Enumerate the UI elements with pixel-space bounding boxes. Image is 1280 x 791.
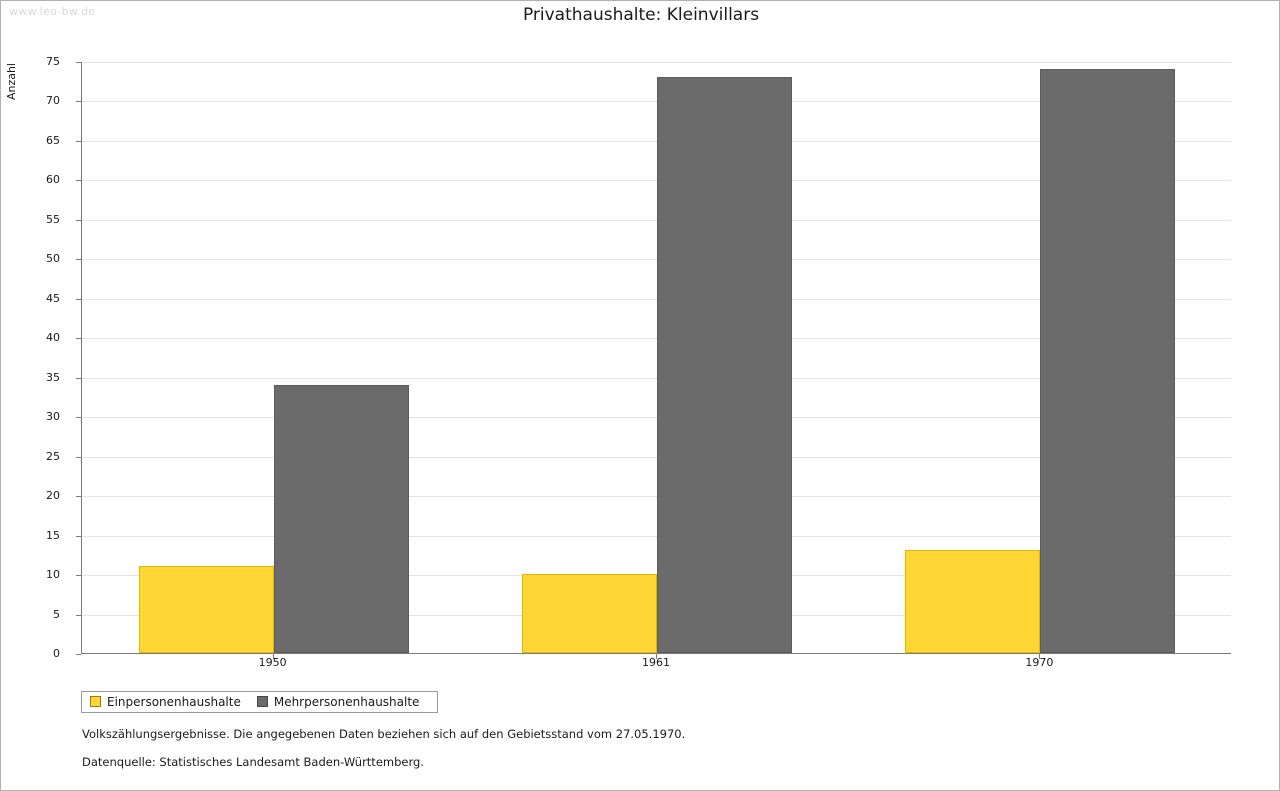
y-tick-label: 30 (46, 410, 60, 424)
bar-1950-multi[interactable] (274, 385, 409, 653)
footnote-source: Datenquelle: Statistisches Landesamt Baden-Württemberg. (82, 755, 424, 769)
y-tick-label: 65 (46, 133, 60, 147)
chart-title: Privathaushalte: Kleinvillars (522, 5, 760, 25)
y-tick-mark (76, 654, 81, 655)
bar-1970-single[interactable] (905, 550, 1040, 653)
y-tick-label: 10 (46, 568, 60, 582)
y-tick-label: 15 (46, 528, 60, 542)
y-tick-label: 20 (46, 489, 60, 503)
legend-swatch-icon (90, 696, 101, 707)
y-axis-label: Anzahl (5, 63, 18, 101)
legend-item-multi[interactable] (257, 695, 420, 709)
y-tick-label: 0 (53, 647, 60, 660)
plot-area (81, 62, 1231, 654)
bar-1961-multi[interactable] (657, 77, 792, 653)
legend-label: Einpersonenhaushalte (107, 694, 241, 709)
bar-1961-single[interactable] (522, 574, 657, 653)
x-tick-label: 1970 (1025, 656, 1054, 669)
chart-legend (81, 691, 438, 713)
y-tick-label: 35 (46, 370, 60, 384)
legend-label: Mehrpersonenhaushalte (273, 694, 420, 709)
x-tick-label: 1950 (258, 656, 287, 669)
legend-item-single[interactable] (90, 695, 241, 709)
x-tick-label: 1961 (642, 656, 670, 669)
watermark: www.leo-bw.de (9, 5, 96, 18)
bar-1950-single[interactable] (139, 566, 274, 653)
y-tick-label: 45 (46, 291, 60, 305)
footnote-method: Volkszählungsergebnisse. Die angegebenen Daten beziehen sich auf den Gebietsstand vom 27.05.1970. (82, 727, 686, 741)
y-tick-label: 5 (53, 607, 60, 621)
y-tick-label: 55 (46, 212, 60, 226)
y-tick-label: 75 (46, 55, 60, 68)
y-tick-label: 25 (46, 449, 60, 463)
y-tick-label: 70 (46, 94, 60, 108)
y-tick-label: 50 (46, 252, 60, 266)
legend-swatch-icon (257, 696, 268, 707)
gridline (82, 62, 1231, 63)
bar-1970-multi[interactable] (1040, 69, 1175, 653)
y-tick-label: 40 (46, 331, 60, 345)
y-tick-label: 60 (46, 173, 60, 187)
